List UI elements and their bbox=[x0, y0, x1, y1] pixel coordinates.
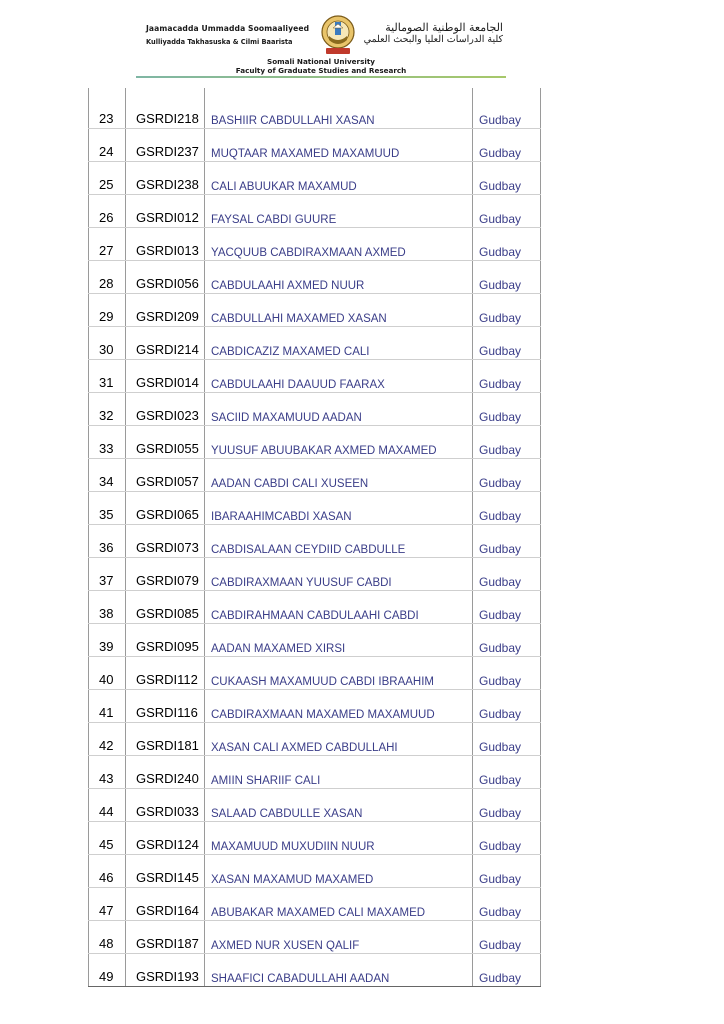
row-number: 49 bbox=[89, 954, 126, 987]
table-row bbox=[89, 360, 541, 393]
status-cell: Gudbay bbox=[473, 690, 541, 723]
registration-id: GSRDI073 bbox=[126, 525, 205, 558]
row-number: 33 bbox=[89, 426, 126, 459]
student-name: FAYSAL CABDI GUURE bbox=[205, 195, 473, 228]
table-row bbox=[89, 96, 541, 129]
faculty-name-arabic: كلية الدراسات العليا والبحث العلمي bbox=[363, 34, 503, 45]
registration-id: GSRDI057 bbox=[126, 459, 205, 492]
status-cell: Gudbay bbox=[473, 921, 541, 954]
header-divider bbox=[136, 76, 506, 78]
status-cell: Gudbay bbox=[473, 624, 541, 657]
status-cell: Gudbay bbox=[473, 756, 541, 789]
status-cell: Gudbay bbox=[473, 261, 541, 294]
student-name: AMIIN SHARIIF CALI bbox=[205, 756, 473, 789]
status-cell: Gudbay bbox=[473, 525, 541, 558]
registration-id: GSRDI193 bbox=[126, 954, 205, 987]
table-row bbox=[89, 492, 541, 525]
row-number: 29 bbox=[89, 294, 126, 327]
student-name: CABDIRAXMAAN YUUSUF CABDI bbox=[205, 558, 473, 591]
table-row bbox=[89, 855, 541, 888]
table-row bbox=[89, 657, 541, 690]
row-number: 48 bbox=[89, 921, 126, 954]
results-table-container bbox=[88, 88, 540, 987]
student-name: YUUSUF ABUUBAKAR AXMED MAXAMED bbox=[205, 426, 473, 459]
registration-id: GSRDI218 bbox=[126, 96, 205, 129]
row-number: 47 bbox=[89, 888, 126, 921]
student-name: SACIID MAXAMUUD AADAN bbox=[205, 393, 473, 426]
student-name: MAXAMUUD MUXUDIIN NUUR bbox=[205, 822, 473, 855]
table-row bbox=[89, 723, 541, 756]
row-number: 39 bbox=[89, 624, 126, 657]
university-name-english: Somali National University bbox=[267, 57, 375, 66]
registration-id: GSRDI065 bbox=[126, 492, 205, 525]
table-row bbox=[89, 129, 541, 162]
status-cell: Gudbay bbox=[473, 228, 541, 261]
row-number: 25 bbox=[89, 162, 126, 195]
letterhead-english bbox=[136, 57, 506, 75]
student-name: CABDIRAHMAAN CABDULAAHI CABDI bbox=[205, 591, 473, 624]
student-name: SALAAD CABDULLE XASAN bbox=[205, 789, 473, 822]
status-cell: Gudbay bbox=[473, 558, 541, 591]
status-cell: Gudbay bbox=[473, 723, 541, 756]
letterhead bbox=[136, 8, 506, 78]
registration-id: GSRDI095 bbox=[126, 624, 205, 657]
registration-id: GSRDI187 bbox=[126, 921, 205, 954]
row-number: 35 bbox=[89, 492, 126, 525]
student-name: CABDULLAHI MAXAMED XASAN bbox=[205, 294, 473, 327]
row-number: 30 bbox=[89, 327, 126, 360]
university-logo bbox=[320, 14, 356, 56]
table-row bbox=[89, 195, 541, 228]
status-cell: Gudbay bbox=[473, 492, 541, 525]
row-number: 40 bbox=[89, 657, 126, 690]
student-name: CABDISALAAN CEYDIID CABDULLE bbox=[205, 525, 473, 558]
status-cell: Gudbay bbox=[473, 129, 541, 162]
table-row bbox=[89, 327, 541, 360]
table-row bbox=[89, 261, 541, 294]
row-number: 36 bbox=[89, 525, 126, 558]
row-number: 28 bbox=[89, 261, 126, 294]
student-name: XASAN CALI AXMED CABDULLAHI bbox=[205, 723, 473, 756]
status-cell: Gudbay bbox=[473, 426, 541, 459]
status-cell: Gudbay bbox=[473, 888, 541, 921]
student-name: ABUBAKAR MAXAMED CALI MAXAMED bbox=[205, 888, 473, 921]
registration-id: GSRDI112 bbox=[126, 657, 205, 690]
table-row bbox=[89, 426, 541, 459]
results-table-body bbox=[89, 88, 541, 987]
table-row bbox=[89, 525, 541, 558]
table-row bbox=[89, 393, 541, 426]
row-number: 46 bbox=[89, 855, 126, 888]
registration-id: GSRDI238 bbox=[126, 162, 205, 195]
row-number: 27 bbox=[89, 228, 126, 261]
table-row bbox=[89, 294, 541, 327]
student-name: AXMED NUR XUSEN QALIF bbox=[205, 921, 473, 954]
row-number: 38 bbox=[89, 591, 126, 624]
registration-id: GSRDI013 bbox=[126, 228, 205, 261]
status-cell: Gudbay bbox=[473, 294, 541, 327]
student-name: MUQTAAR MAXAMED MAXAMUUD bbox=[205, 129, 473, 162]
table-row bbox=[89, 690, 541, 723]
student-name: CABDIRAXMAAN MAXAMED MAXAMUUD bbox=[205, 690, 473, 723]
status-cell: Gudbay bbox=[473, 855, 541, 888]
registration-id: GSRDI023 bbox=[126, 393, 205, 426]
table-row bbox=[89, 591, 541, 624]
registration-id: GSRDI116 bbox=[126, 690, 205, 723]
student-name: CALI ABUUKAR MAXAMUD bbox=[205, 162, 473, 195]
student-name: CABDICAZIZ MAXAMED CALI bbox=[205, 327, 473, 360]
registration-id: GSRDI164 bbox=[126, 888, 205, 921]
row-number: 45 bbox=[89, 822, 126, 855]
table-row bbox=[89, 954, 541, 987]
status-cell: Gudbay bbox=[473, 96, 541, 129]
student-name: XASAN MAXAMUD MAXAMED bbox=[205, 855, 473, 888]
table-row bbox=[89, 624, 541, 657]
registration-id: GSRDI079 bbox=[126, 558, 205, 591]
results-table bbox=[88, 88, 541, 987]
university-name-arabic: الجامعة الوطنية الصومالية bbox=[385, 21, 503, 34]
letterhead-somali bbox=[146, 24, 316, 46]
status-cell: Gudbay bbox=[473, 591, 541, 624]
table-row bbox=[89, 228, 541, 261]
registration-id: GSRDI033 bbox=[126, 789, 205, 822]
row-number: 32 bbox=[89, 393, 126, 426]
status-cell: Gudbay bbox=[473, 393, 541, 426]
registration-id: GSRDI014 bbox=[126, 360, 205, 393]
student-name: YACQUUB CABDIRAXMAAN AXMED bbox=[205, 228, 473, 261]
row-number: 26 bbox=[89, 195, 126, 228]
university-name-somali: Jaamacadda Ummadda Soomaaliyeed bbox=[146, 24, 310, 33]
row-number: 42 bbox=[89, 723, 126, 756]
registration-id: GSRDI055 bbox=[126, 426, 205, 459]
student-name: AADAN MAXAMED XIRSI bbox=[205, 624, 473, 657]
table-row bbox=[89, 756, 541, 789]
letterhead-arabic bbox=[361, 21, 503, 46]
status-cell: Gudbay bbox=[473, 657, 541, 690]
registration-id: GSRDI209 bbox=[126, 294, 205, 327]
student-name: AADAN CABDI CALI XUSEEN bbox=[205, 459, 473, 492]
student-name: CABDULAAHI AXMED NUUR bbox=[205, 261, 473, 294]
status-cell: Gudbay bbox=[473, 789, 541, 822]
table-row bbox=[89, 459, 541, 492]
row-number: 24 bbox=[89, 129, 126, 162]
student-name: CABDULAAHI DAAUUD FAARAX bbox=[205, 360, 473, 393]
registration-id: GSRDI085 bbox=[126, 591, 205, 624]
registration-id: GSRDI237 bbox=[126, 129, 205, 162]
row-number: 41 bbox=[89, 690, 126, 723]
row-number: 34 bbox=[89, 459, 126, 492]
student-name: IBARAAHIMCABDI XASAN bbox=[205, 492, 473, 525]
registration-id: GSRDI240 bbox=[126, 756, 205, 789]
row-number: 44 bbox=[89, 789, 126, 822]
registration-id: GSRDI181 bbox=[126, 723, 205, 756]
registration-id: GSRDI145 bbox=[126, 855, 205, 888]
status-cell: Gudbay bbox=[473, 360, 541, 393]
table-row bbox=[89, 921, 541, 954]
row-number: 31 bbox=[89, 360, 126, 393]
table-row bbox=[89, 822, 541, 855]
table-row bbox=[89, 558, 541, 591]
row-number: 37 bbox=[89, 558, 126, 591]
status-cell: Gudbay bbox=[473, 327, 541, 360]
registration-id: GSRDI214 bbox=[126, 327, 205, 360]
row-number: 43 bbox=[89, 756, 126, 789]
table-row bbox=[89, 888, 541, 921]
status-cell: Gudbay bbox=[473, 195, 541, 228]
student-name: CUKAASH MAXAMUUD CABDI IBRAAHIM bbox=[205, 657, 473, 690]
table-top-spacer bbox=[89, 88, 541, 96]
status-cell: Gudbay bbox=[473, 162, 541, 195]
table-row bbox=[89, 162, 541, 195]
faculty-name-somali: Kulliyadda Takhasuska & Cilmi Baarista bbox=[146, 38, 293, 46]
status-cell: Gudbay bbox=[473, 822, 541, 855]
registration-id: GSRDI124 bbox=[126, 822, 205, 855]
table-row bbox=[89, 789, 541, 822]
student-name: SHAAFICI CABADULLAHI AADAN bbox=[205, 954, 473, 987]
status-cell: Gudbay bbox=[473, 459, 541, 492]
row-number: 23 bbox=[89, 96, 126, 129]
status-cell: Gudbay bbox=[473, 954, 541, 987]
student-name: BASHIIR CABDULLAHI XASAN bbox=[205, 96, 473, 129]
faculty-name-english: Faculty of Graduate Studies and Research bbox=[235, 66, 407, 75]
registration-id: GSRDI012 bbox=[126, 195, 205, 228]
registration-id: GSRDI056 bbox=[126, 261, 205, 294]
